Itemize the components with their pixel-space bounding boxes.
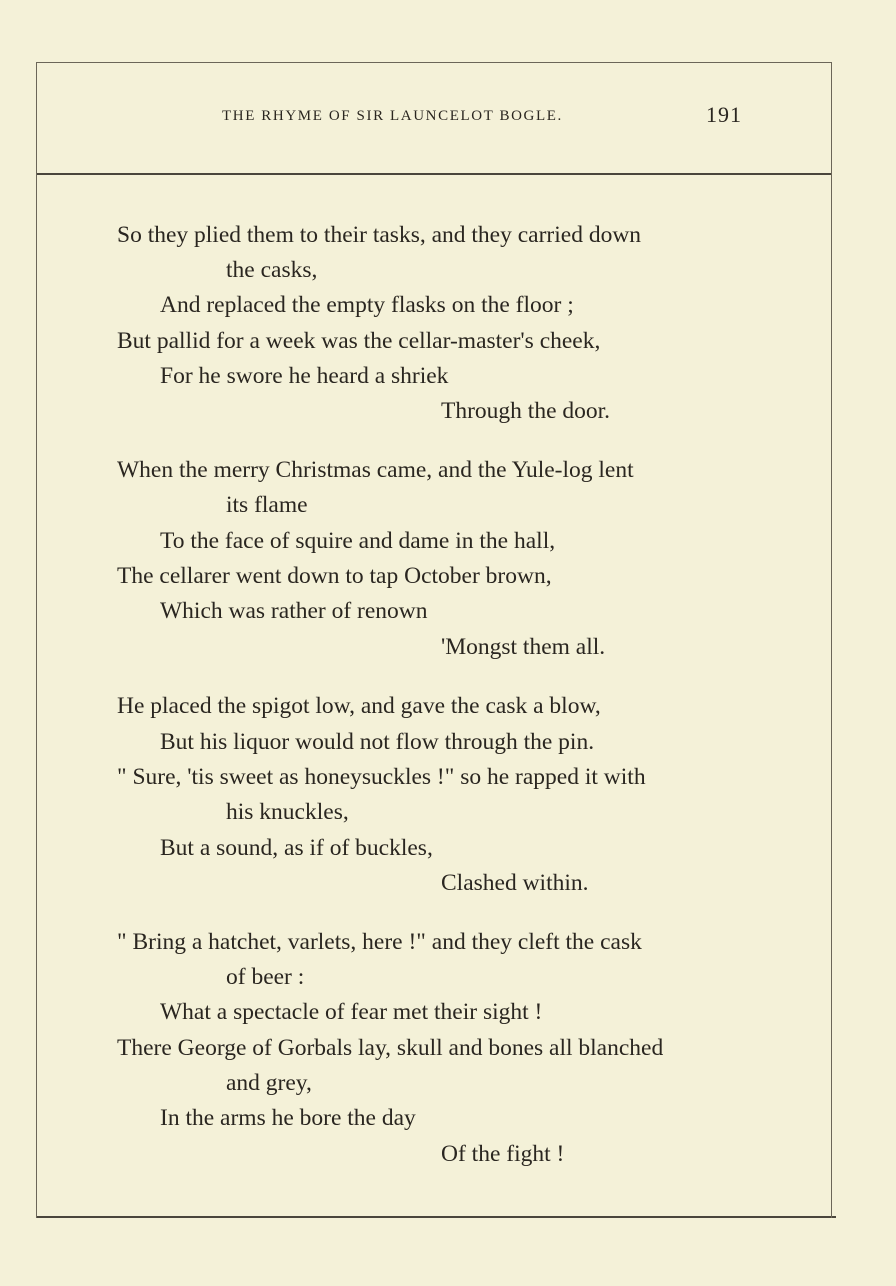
verse-line: Which was rather of renown xyxy=(160,598,428,624)
verse-line: 'Mongst them all. xyxy=(441,634,606,660)
verse-line: and grey, xyxy=(226,1070,312,1096)
verse-line: " Bring a hatchet, varlets, here !" and they cleft the cask xyxy=(117,929,642,955)
verse-line: In the arms he bore the day xyxy=(160,1105,416,1131)
verse-line: But a sound, as if of buckles, xyxy=(160,835,433,861)
verse-line: He placed the spigot low, and gave the cask a blow, xyxy=(117,693,601,719)
bottom-frame-rule xyxy=(36,1216,836,1218)
verse-line: " Sure, 'tis sweet as honeysuckles !" so he rapped it with xyxy=(117,764,646,790)
verse-line: So they plied them to their tasks, and they carried down xyxy=(117,222,642,248)
verse-line: of beer : xyxy=(226,964,305,990)
page-number: 191 xyxy=(706,102,742,127)
running-title: THE RHYME OF SIR LAUNCELOT BOGLE. xyxy=(222,108,563,124)
verse-line: The cellarer went down to tap October brown, xyxy=(117,563,552,589)
verse-line: Through the door. xyxy=(441,398,611,424)
verse-line: the casks, xyxy=(226,257,318,283)
verse-line: But his liquor would not flow through the pin. xyxy=(160,729,595,755)
verse-line: Clashed within. xyxy=(441,870,589,896)
left-frame-rule xyxy=(36,62,37,1218)
header-rule xyxy=(36,173,832,175)
verse-line: To the face of squire and dame in the hall, xyxy=(160,528,556,554)
verse-line: For he swore he heard a shriek xyxy=(160,363,449,389)
verse-line: its flame xyxy=(226,492,308,518)
verse-line: And replaced the empty flasks on the floor ; xyxy=(160,292,574,318)
verse-line: his knuckles, xyxy=(226,799,349,825)
verse-line: What a spectacle of fear met their sight ! xyxy=(160,999,543,1025)
top-frame-rule xyxy=(36,62,832,63)
verse-line: There George of Gorbals lay, skull and bones all blanched xyxy=(117,1035,664,1061)
verse-line: When the merry Christmas came, and the Yule-log lent xyxy=(117,457,634,483)
right-frame-rule xyxy=(831,62,832,1218)
verse-line: But pallid for a week was the cellar-master's cheek, xyxy=(117,328,601,354)
verse-line: Of the fight ! xyxy=(441,1141,565,1167)
